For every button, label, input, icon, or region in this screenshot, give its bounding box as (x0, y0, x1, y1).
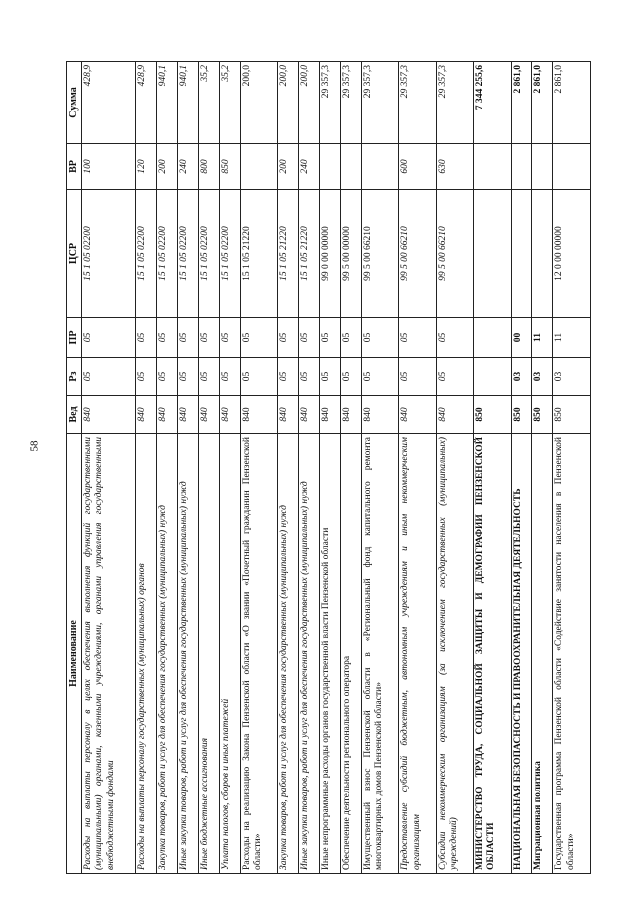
cell-rz: 03 (532, 358, 553, 396)
cell-rz: 05 (436, 358, 473, 396)
table-row (298, 62, 319, 874)
table-row (474, 62, 511, 874)
cell-ved: 840 (177, 396, 198, 434)
cell-name: Субсидии некоммерческим организациям (за исключением государственных (муниципальных) учреждений) (436, 434, 473, 874)
cell-pr (474, 318, 511, 358)
header-name: Наименование (67, 434, 82, 874)
cell-csr: 99 5 00 66210 (399, 190, 436, 318)
cell-sum: 200,0 (240, 62, 277, 144)
cell-vr: 120 (136, 144, 157, 190)
cell-pr: 05 (136, 318, 157, 358)
cell-vr (474, 144, 511, 190)
table-row (553, 62, 591, 874)
table-row (82, 62, 136, 874)
cell-rz: 05 (319, 358, 340, 396)
cell-rz: 05 (82, 358, 136, 396)
cell-sum: 940,1 (156, 62, 177, 144)
table-row (361, 62, 398, 874)
cell-name: Иные бюджетные ассигнования (198, 434, 219, 874)
budget-table-container (66, 62, 591, 874)
cell-csr: 99 5 00 66210 (361, 190, 398, 318)
cell-rz: 05 (399, 358, 436, 396)
table-row (532, 62, 553, 874)
cell-pr: 05 (436, 318, 473, 358)
budget-table (66, 61, 591, 874)
cell-pr: 05 (319, 318, 340, 358)
cell-ved: 840 (240, 396, 277, 434)
header-pr: ПР (67, 318, 82, 358)
cell-csr (511, 190, 532, 318)
cell-vr: 240 (177, 144, 198, 190)
cell-ved: 840 (298, 396, 319, 434)
cell-pr: 11 (532, 318, 553, 358)
cell-sum: 2 861,0 (511, 62, 532, 144)
cell-ved: 840 (82, 396, 136, 434)
cell-rz: 05 (340, 358, 361, 396)
cell-csr: 15 1 05 02200 (177, 190, 198, 318)
cell-sum: 2 861,0 (553, 62, 591, 144)
cell-vr (319, 144, 340, 190)
cell-csr: 12 0 00 00000 (553, 190, 591, 318)
cell-sum: 7 344 255,6 (474, 62, 511, 144)
cell-ved: 840 (340, 396, 361, 434)
cell-pr: 05 (240, 318, 277, 358)
cell-ved: 850 (474, 396, 511, 434)
cell-ved: 840 (198, 396, 219, 434)
cell-ved: 840 (319, 396, 340, 434)
cell-csr: 15 1 05 02200 (198, 190, 219, 318)
cell-rz: 05 (156, 358, 177, 396)
cell-vr (361, 144, 398, 190)
table-row (240, 62, 277, 874)
cell-vr (511, 144, 532, 190)
cell-vr (340, 144, 361, 190)
cell-rz: 05 (278, 358, 299, 396)
cell-rz (474, 358, 511, 396)
cell-pr: 00 (511, 318, 532, 358)
cell-ved: 840 (361, 396, 398, 434)
cell-csr: 15 1 05 21220 (240, 190, 277, 318)
cell-rz: 05 (240, 358, 277, 396)
cell-pr: 05 (399, 318, 436, 358)
cell-rz: 05 (361, 358, 398, 396)
cell-csr: 15 1 05 02200 (136, 190, 157, 318)
table-row (319, 62, 340, 874)
cell-name: Закупка товаров, работ и услуг для обеспечения государственных (муниципальных) нужд (156, 434, 177, 874)
cell-ved: 840 (136, 396, 157, 434)
cell-sum: 29 357,3 (361, 62, 398, 144)
cell-sum: 29 357,3 (399, 62, 436, 144)
cell-sum: 35,2 (219, 62, 240, 144)
cell-rz: 03 (511, 358, 532, 396)
cell-name: Уплата налогов, сборов и иных платежей (219, 434, 240, 874)
cell-vr: 600 (399, 144, 436, 190)
cell-ved: 850 (511, 396, 532, 434)
cell-name: Государственная программа Пензенской области «Содействие занятости населения в Пензенской области» (553, 434, 591, 874)
cell-csr: 15 1 05 02200 (82, 190, 136, 318)
header-ved: Вед (67, 396, 82, 434)
cell-sum: 29 357,3 (319, 62, 340, 144)
header-rz: Рз (67, 358, 82, 396)
cell-rz: 03 (553, 358, 591, 396)
cell-rz: 05 (298, 358, 319, 396)
cell-rz: 05 (198, 358, 219, 396)
cell-vr (240, 144, 277, 190)
cell-name: Обеспечение деятельности регионального оператора (340, 434, 361, 874)
cell-sum: 428,9 (82, 62, 136, 144)
cell-ved: 840 (436, 396, 473, 434)
cell-sum: 200,0 (298, 62, 319, 144)
cell-sum: 2 861,0 (532, 62, 553, 144)
cell-ved: 840 (278, 396, 299, 434)
table-row (399, 62, 436, 874)
cell-vr: 200 (278, 144, 299, 190)
cell-csr: 15 1 05 21220 (278, 190, 299, 318)
table-row (219, 62, 240, 874)
cell-pr: 05 (278, 318, 299, 358)
table-row (340, 62, 361, 874)
table-row (511, 62, 532, 874)
cell-ved: 840 (399, 396, 436, 434)
cell-vr: 100 (82, 144, 136, 190)
cell-csr: 99 5 00 66210 (436, 190, 473, 318)
cell-rz: 05 (136, 358, 157, 396)
cell-rz: 05 (177, 358, 198, 396)
cell-pr: 05 (156, 318, 177, 358)
table-row (278, 62, 299, 874)
cell-sum: 35,2 (198, 62, 219, 144)
cell-name: Иные закупки товаров, работ и услуг для обеспечения государственных (муниципальных) нужд (177, 434, 198, 874)
cell-sum: 428,9 (136, 62, 157, 144)
cell-pr: 05 (340, 318, 361, 358)
table-row (177, 62, 198, 874)
cell-ved: 840 (156, 396, 177, 434)
cell-pr: 11 (553, 318, 591, 358)
cell-vr: 240 (298, 144, 319, 190)
cell-pr: 05 (177, 318, 198, 358)
cell-vr: 630 (436, 144, 473, 190)
cell-name: Миграционная политика (532, 434, 553, 874)
table-body (82, 62, 591, 874)
cell-csr: 99 0 00 00000 (319, 190, 340, 318)
cell-csr: 15 1 05 21220 (298, 190, 319, 318)
cell-sum: 29 357,3 (436, 62, 473, 144)
cell-name: Расходы на выплаты персоналу в целях обеспечения выполнения функций государственными (муниципальными) органами, казенными учреждениями, органами управления государственными внебюджетными фондами (82, 434, 136, 874)
table-header (67, 62, 82, 874)
cell-csr (474, 190, 511, 318)
cell-pr: 05 (361, 318, 398, 358)
table-row (156, 62, 177, 874)
cell-vr: 200 (156, 144, 177, 190)
cell-csr: 99 5 00 00000 (340, 190, 361, 318)
cell-name: МИНИСТЕРСТВО ТРУДА, СОЦИАЛЬНОЙ ЗАЩИТЫ И ДЕМОГРАФИИ ПЕНЗЕНСКОЙ ОБЛАСТИ (474, 434, 511, 874)
cell-ved: 840 (219, 396, 240, 434)
cell-vr: 800 (198, 144, 219, 190)
cell-name: Закупка товаров, работ и услуг для обеспечения государственных (муниципальных) нужд (278, 434, 299, 874)
cell-pr: 05 (82, 318, 136, 358)
cell-csr (532, 190, 553, 318)
cell-ved: 850 (553, 396, 591, 434)
cell-name: Имущественный взнос Пензенской области в «Региональный фонд капитального ремонта многоквартирных домов Пензенской области» (361, 434, 398, 874)
page-number: 58 (28, 440, 41, 452)
cell-vr (532, 144, 553, 190)
cell-rz: 05 (219, 358, 240, 396)
cell-csr: 15 1 05 02200 (156, 190, 177, 318)
cell-pr: 05 (198, 318, 219, 358)
cell-sum: 29 357,3 (340, 62, 361, 144)
cell-vr (553, 144, 591, 190)
cell-name: Иные непрограммные расходы органов государственной власти Пензенской области (319, 434, 340, 874)
cell-csr: 15 1 05 02200 (219, 190, 240, 318)
cell-name: Иные закупки товаров, работ и услуг для обеспечения государственных (муниципальных) нужд (298, 434, 319, 874)
cell-pr: 05 (219, 318, 240, 358)
table-row (436, 62, 473, 874)
header-sum: Сумма (67, 62, 82, 144)
cell-vr: 850 (219, 144, 240, 190)
cell-ved: 850 (532, 396, 553, 434)
cell-name: Расходы на реализацию Закона Пензенской области «О звании «Почетный гражданин Пензенской области» (240, 434, 277, 874)
header-vr: ВР (67, 144, 82, 190)
cell-pr: 05 (298, 318, 319, 358)
header-csr: ЦСР (67, 190, 82, 318)
table-row (198, 62, 219, 874)
cell-name: Расходы на выплаты персоналу государственных (муниципальных) органов (136, 434, 157, 874)
cell-name: НАЦИОНАЛЬНАЯ БЕЗОПАСНОСТЬ И ПРАВООХРАНИТЕЛЬНАЯ ДЕЯТЕЛЬНОСТЬ (511, 434, 532, 874)
cell-name: Предоставление субсидий бюджетным, автономным учреждениям и иным некоммерческим организациям (399, 434, 436, 874)
table-row (136, 62, 157, 874)
cell-sum: 940,1 (177, 62, 198, 144)
cell-sum: 200,0 (278, 62, 299, 144)
